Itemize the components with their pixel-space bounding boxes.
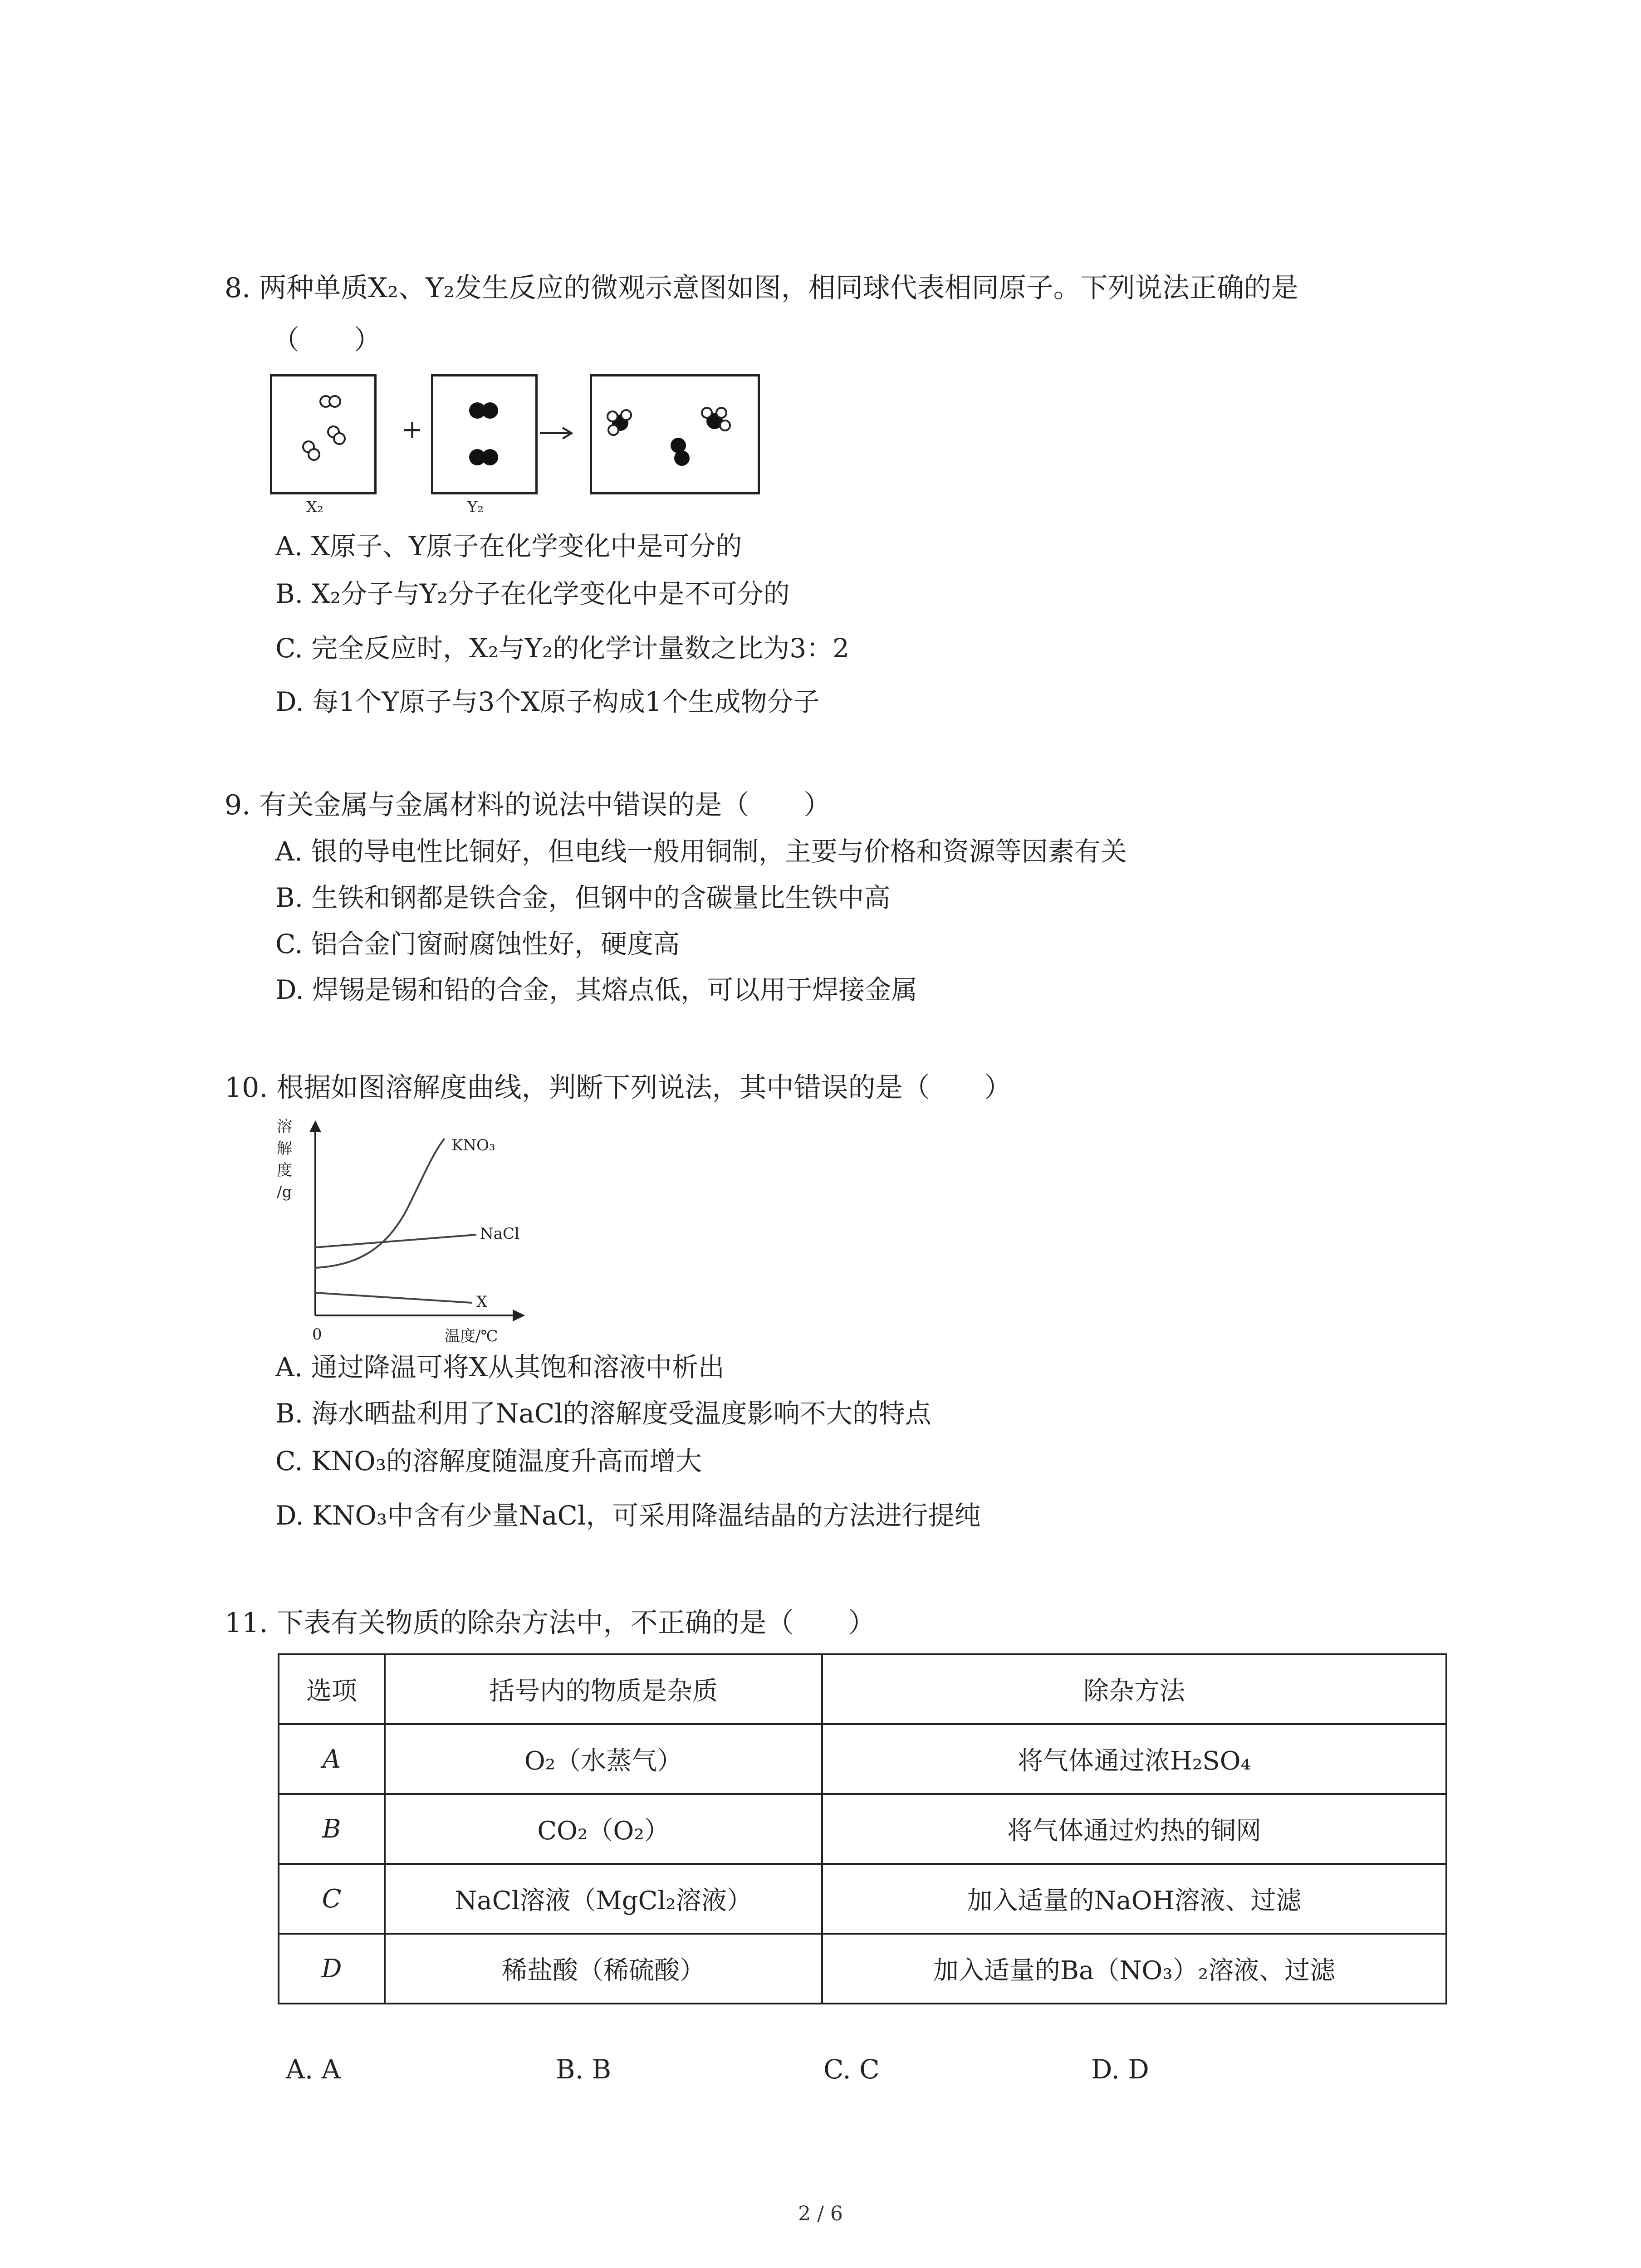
plus-sign: + (402, 415, 423, 445)
product-molecules-icon (592, 376, 758, 492)
table-cell: B (279, 1794, 385, 1864)
q8-option-d: D. 每1个Y原子与3个X原子构成1个生成物分子 (275, 686, 820, 717)
table-cell: D (279, 1934, 385, 2004)
q10-stem: 10. 根据如图溶解度曲线，判断下列说法，其中错误的是（ ） (225, 1072, 1012, 1104)
nacl-label: NaCl (480, 1225, 519, 1243)
q11-answer-a: A. A (286, 2054, 341, 2085)
q8-option-b: B. X₂分子与Y₂分子在化学变化中是不可分的 (275, 578, 790, 609)
table-cell: 稀盐酸（稀硫酸） (385, 1934, 822, 2004)
q10-option-c: C. KNO₃的溶解度随温度升高而增大 (275, 1446, 702, 1476)
table-cell: 加入适量的NaOH溶液、过滤 (822, 1864, 1446, 1934)
table-cell: C (279, 1864, 385, 1934)
y2-molecules-icon (433, 376, 535, 492)
table-header-row (279, 1654, 1446, 1724)
graph-y-label: 溶 解 度 /g (277, 1118, 292, 1201)
table-header: 括号内的物质是杂质 (385, 1654, 822, 1724)
reaction-arrow-icon (538, 424, 576, 442)
page-number: 2 / 6 (798, 2202, 843, 2225)
q10-option-a: A. 通过降温可将X从其饱和溶液中析出 (275, 1352, 725, 1383)
solubility-graph (277, 1116, 549, 1347)
nacl-curve (315, 1235, 476, 1247)
q9-option-b: B. 生铁和钢都是铁合金，但钢中的含碳量比生铁中高 (275, 882, 891, 913)
q11-stem: 11. 下表有关物质的除杂方法中，不正确的是（ ） (225, 1607, 876, 1639)
graph-x-label: 温度/℃ (445, 1327, 498, 1345)
q9-stem: 9. 有关金属与金属材料的说法中错误的是（ ） (225, 789, 831, 821)
table-cell: CO₂（O₂） (385, 1794, 822, 1864)
q8-option-c: C. 完全反应时，X₂与Y₂的化学计量数之比为3：2 (275, 633, 850, 664)
q8-option-a: A. X原子、Y原子在化学变化中是可分的 (275, 531, 742, 562)
q9-option-c: C. 铝合金门窗耐腐蚀性好，硬度高 (275, 929, 680, 959)
x2-box (270, 374, 377, 494)
table-cell: O₂（水蒸气） (385, 1724, 822, 1794)
q9-option-a: A. 银的导电性比铜好，但电线一般用铜制，主要与价格和资源等因素有关 (275, 836, 1127, 867)
impurity-table (278, 1653, 1447, 2004)
origin-label: 0 (312, 1325, 322, 1344)
kno3-curve (315, 1139, 445, 1268)
table-row (279, 1934, 1446, 2004)
q11-answer-d: D. D (1091, 2054, 1149, 2085)
q9-option-d: D. 焊锡是锡和铅的合金，其熔点低，可以用于焊接金属 (275, 974, 918, 1005)
x-curve-label: X (476, 1293, 488, 1311)
table-header: 除杂方法 (822, 1654, 1446, 1724)
q11-answer-c: C. C (823, 2054, 880, 2085)
table-row (279, 1864, 1446, 1934)
q10-option-b: B. 海水晒盐利用了NaCl的溶解度受温度影响不大的特点 (275, 1398, 931, 1429)
x-curve (315, 1293, 472, 1303)
product-box (590, 374, 760, 494)
q8-paren: （ ） (272, 324, 381, 356)
table-cell: A (279, 1724, 385, 1794)
table-cell: 将气体通过灼热的铜网 (822, 1794, 1446, 1864)
table-cell: 将气体通过浓H₂SO₄ (822, 1724, 1446, 1794)
q10-option-d: D. KNO₃中含有少量NaCl，可采用降温结晶的方法进行提纯 (275, 1500, 981, 1531)
table-row (279, 1724, 1446, 1794)
kno3-label: KNO₃ (451, 1136, 495, 1154)
x2-label: X₂ (306, 498, 323, 516)
y2-label: Y₂ (467, 498, 484, 516)
q11-answer-b: B. B (556, 2054, 612, 2085)
table-cell: NaCl溶液（MgCl₂溶液） (385, 1864, 822, 1934)
x2-molecules-icon (272, 376, 374, 492)
q8-stem: 8. 两种单质X₂、Y₂发生反应的微观示意图如图，相同球代表相同原子。下列说法正确的是 (225, 272, 1298, 304)
table-cell: 加入适量的Ba（NO₃）₂溶液、过滤 (822, 1934, 1446, 2004)
y2-box (431, 374, 538, 494)
table-row (279, 1794, 1446, 1864)
table-header: 选项 (279, 1654, 385, 1724)
